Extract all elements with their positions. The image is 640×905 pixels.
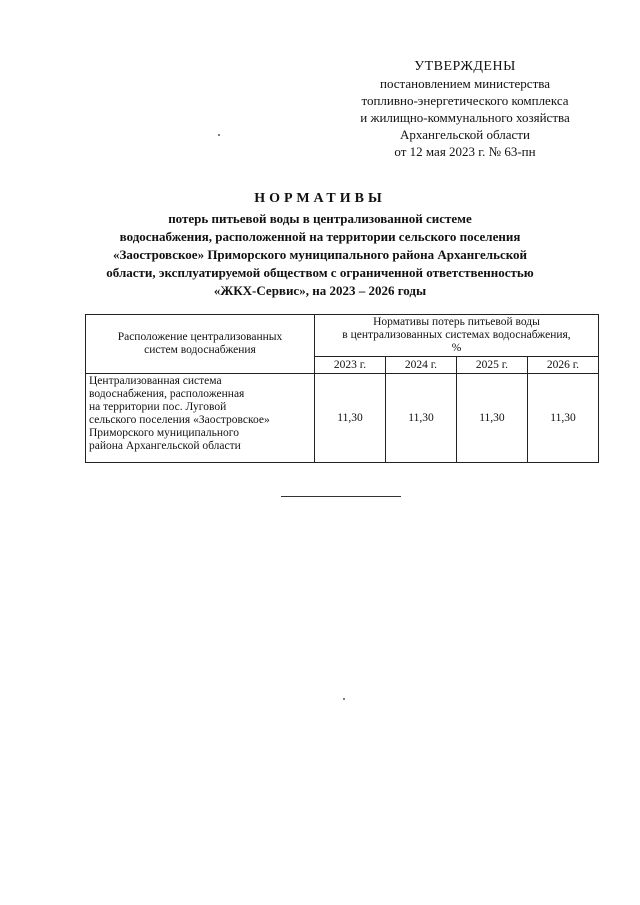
title-line: «ЖКХ-Сервис», на 2023 – 2026 годы xyxy=(213,283,427,298)
year-header: 2025 г. xyxy=(456,357,527,374)
approval-line: топливно-энергетического комплекса xyxy=(361,93,569,108)
approval-stamp xyxy=(340,58,590,160)
title-main: НОРМАТИВЫ xyxy=(254,191,386,206)
norms-header: Нормативы потерь питьевой воды в централизованных системах водоснабжения, % xyxy=(315,315,599,357)
value-cell: 11,30 xyxy=(527,374,598,463)
approval-heading: УТВЕРЖДЕНЫ xyxy=(414,59,516,74)
value-cell: 11,30 xyxy=(456,374,527,463)
year-header: 2024 г. xyxy=(385,357,456,374)
title-line: «Заостровское» Приморского муниципального района Архангельской xyxy=(112,247,528,262)
value-cell: 11,30 xyxy=(315,374,386,463)
approval-line: от 12 мая 2023 г. № 63-пн xyxy=(394,144,536,159)
location-header: Расположение централизованных систем водоснабжения xyxy=(86,315,315,374)
table-row xyxy=(86,374,599,463)
location-cell: Централизованная система водоснабжения, расположенная на территории пос. Луговой сельского поселения «Заостровское» Приморского муниципального района Архангельской области xyxy=(86,374,315,463)
scan-speck xyxy=(343,698,345,700)
scan-speck xyxy=(218,134,220,136)
title-line: водоснабжения, расположенной на территории сельского поселения xyxy=(119,229,521,244)
title-line: потерь питьевой воды в централизованной системе xyxy=(168,211,472,226)
approval-line: Архангельской области xyxy=(400,127,530,142)
year-header: 2026 г. xyxy=(527,357,598,374)
approval-line: и жилищно-коммунального хозяйства xyxy=(360,110,570,125)
value-cell: 11,30 xyxy=(385,374,456,463)
title-line: области, эксплуатируемой обществом с ограниченной ответственностью xyxy=(106,265,534,280)
year-header: 2023 г. xyxy=(315,357,386,374)
norms-table xyxy=(85,314,599,463)
approval-line: постановлением министерства xyxy=(379,76,550,91)
document-title xyxy=(60,190,580,300)
separator-line xyxy=(281,496,401,497)
